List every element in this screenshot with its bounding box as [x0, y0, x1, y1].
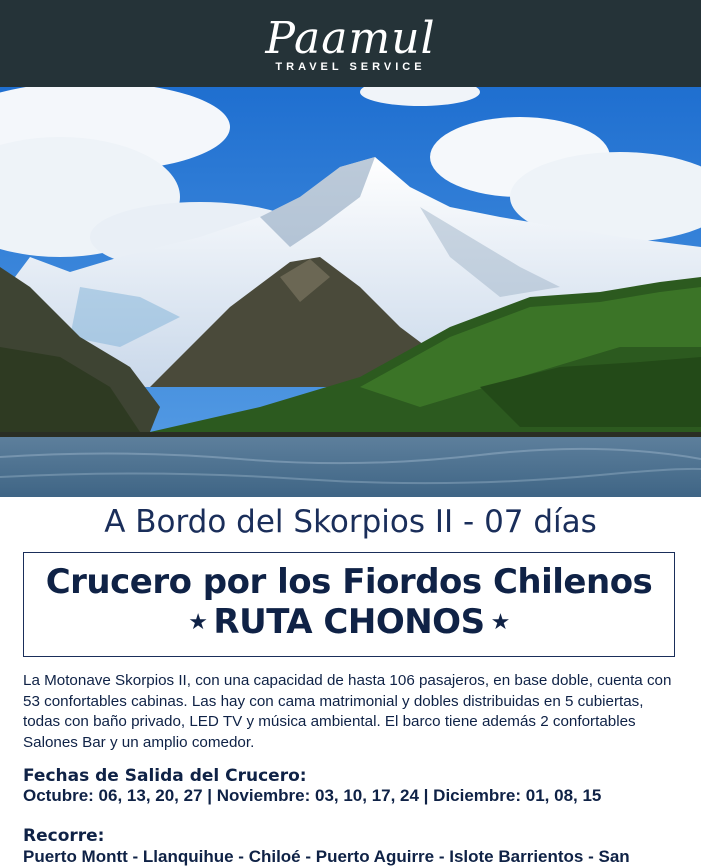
- cruise-subtitle: A Bordo del Skorpios II - 07 días: [104, 504, 597, 540]
- hero-image: [0, 87, 701, 497]
- mountain-fjord-photo: [0, 87, 701, 497]
- route-name-line: [24, 602, 674, 642]
- route-name: RUTA CHONOS: [213, 602, 485, 642]
- header-banner: [0, 0, 701, 87]
- cruise-title: Crucero por los Fiordos Chilenos: [45, 562, 653, 602]
- cruise-title-box: [23, 552, 675, 657]
- cruise-description: La Motonave Skorpios II, con una capacidad de hasta 106 pasajeros, en base doble, cuenta con 53 confortables cabinas. Las hay con cama matrimonial y dobles distribuidas en 5 cubiertas, todas con baño privado, LED TV y música ambiental. El barco tiene además 2 confortables Salones Bar y un amplio comedor.: [23, 672, 672, 751]
- star-icon: ★: [490, 609, 510, 635]
- brand-logo: Paamul: [265, 12, 436, 64]
- departure-dates: Octubre: 06, 13, 20, 27 | Noviembre: 03, 10, 17, 24 | Diciembre: 01, 08, 15: [23, 786, 602, 805]
- star-icon: ★: [188, 609, 208, 635]
- route-places: Puerto Montt - Llanquihue - Chiloé - Puerto Aguirre - Islote Barrientos - San: [23, 847, 630, 866]
- departures-label: Fechas de Salida del Crucero:: [23, 766, 307, 786]
- route-label: Recorre:: [23, 826, 105, 846]
- brand-tagline: TRAVEL SERVICE: [275, 60, 426, 73]
